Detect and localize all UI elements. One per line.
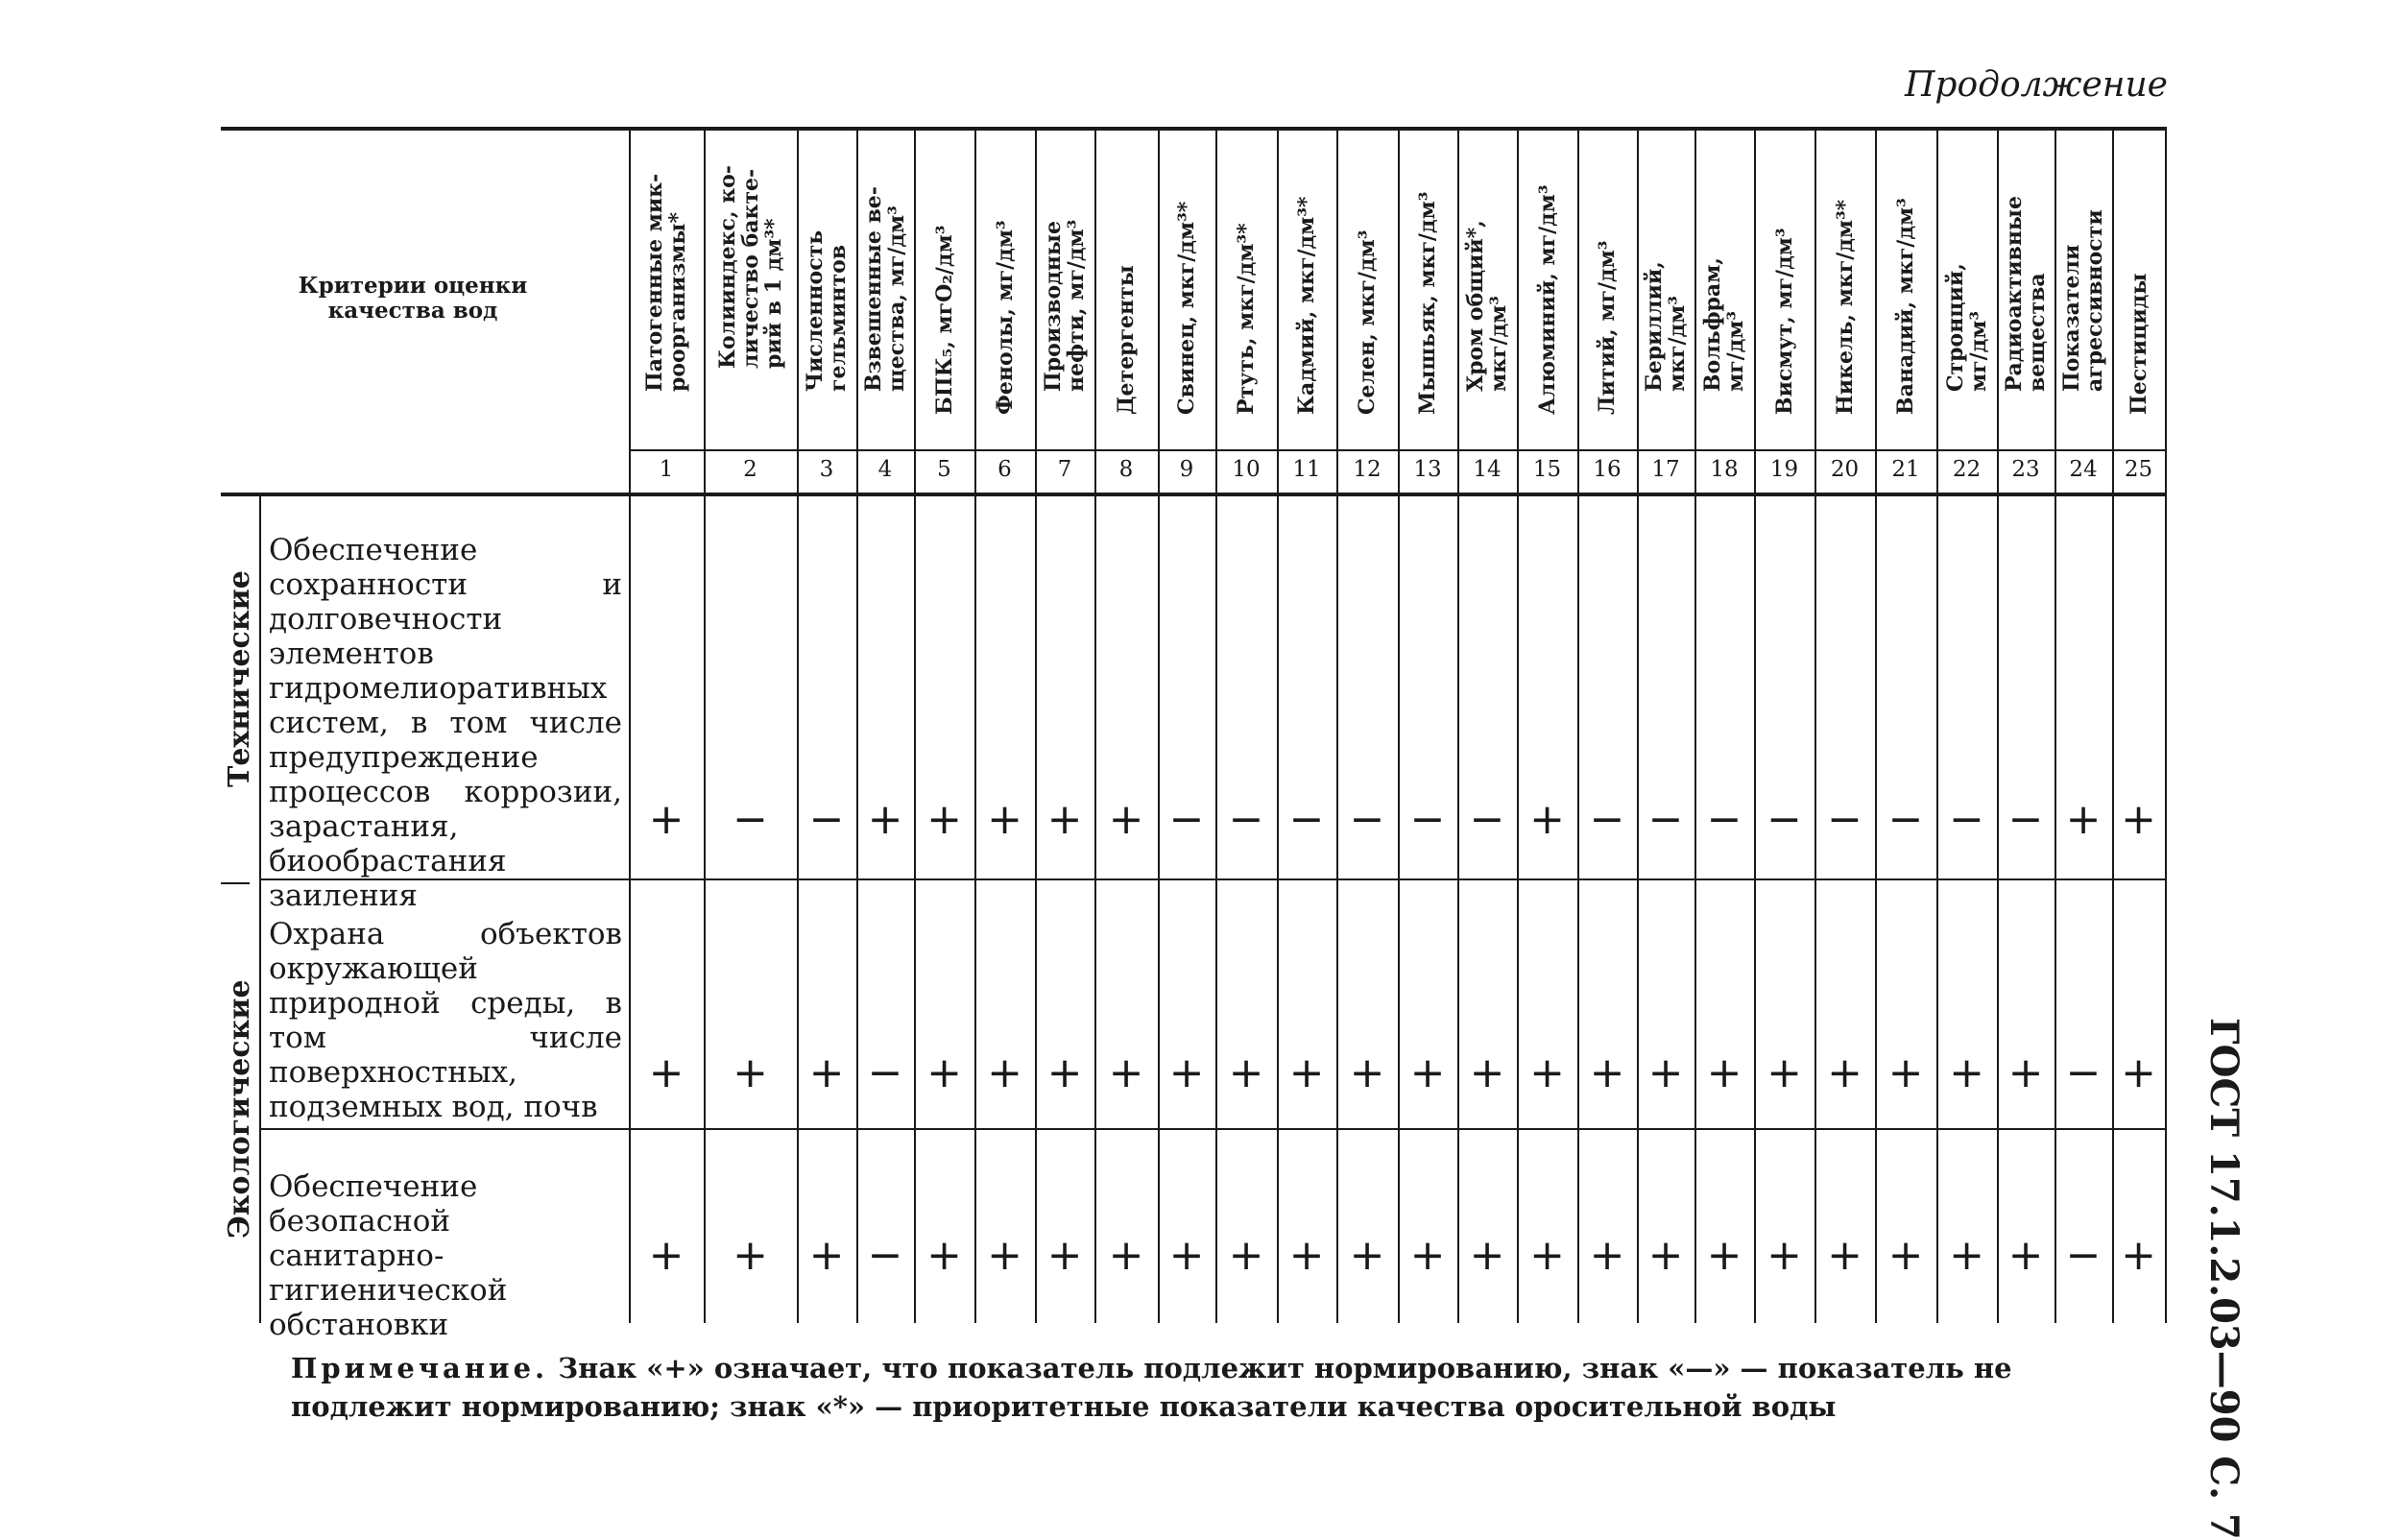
- column-divider: [1215, 127, 1217, 1323]
- column-number: 22: [1952, 457, 1982, 482]
- column-number: 4: [877, 457, 893, 482]
- cell-mark: +: [987, 795, 1022, 844]
- cell-mark: −: [2065, 1048, 2102, 1097]
- column-number: 23: [2011, 457, 2040, 482]
- cell-mark: +: [1589, 1231, 1625, 1280]
- criterion-text: Обеспечение безопасной санитарно-гигиенической обстановки: [269, 1169, 508, 1342]
- column-divider: [914, 127, 916, 1323]
- cell-mark: −: [1469, 795, 1505, 844]
- column-divider: [1158, 127, 1160, 1323]
- column-number: 16: [1593, 457, 1622, 482]
- column-header-label: Вольфрам, мг/дм³: [1700, 257, 1748, 392]
- cell-mark: +: [648, 1231, 685, 1280]
- number-row-rule: [221, 493, 2165, 496]
- column-divider: [2055, 127, 2056, 1323]
- column-header-label: Стронций, мг/дм³: [1942, 263, 1991, 392]
- cell-mark: +: [1887, 1048, 1924, 1097]
- cell-mark: −: [1827, 795, 1862, 844]
- cell-mark: −: [1647, 795, 1684, 844]
- column-divider: [974, 127, 976, 1323]
- column-divider: [1094, 127, 1096, 1323]
- cell-mark: −: [1706, 795, 1742, 844]
- cell-mark: −: [867, 1048, 903, 1097]
- group-divider: [221, 882, 250, 884]
- cell-mark: +: [1046, 795, 1083, 844]
- cell-mark: +: [1529, 1048, 1565, 1097]
- cell-mark: −: [2007, 795, 2044, 844]
- column-divider: [2165, 127, 2167, 1323]
- cell-mark: −: [1409, 795, 1446, 844]
- column-divider: [1035, 127, 1037, 1323]
- cell-mark: +: [1949, 1048, 1984, 1097]
- cell-mark: +: [1647, 1048, 1684, 1097]
- column-number: 17: [1651, 457, 1680, 482]
- cell-mark: +: [1589, 1048, 1625, 1097]
- column-header-label: БПК₅, мгО₂/дм³: [931, 225, 957, 415]
- footnote: [291, 1349, 2144, 1426]
- cell-mark: +: [1046, 1048, 1083, 1097]
- cell-mark: +: [1706, 1048, 1742, 1097]
- column-header-label: Патогенные мик- роорганизмы*: [642, 173, 690, 392]
- column-number: 18: [1710, 457, 1739, 482]
- column-number: 21: [1891, 457, 1920, 482]
- column-number: 15: [1532, 457, 1562, 482]
- column-number: 19: [1769, 457, 1799, 482]
- cell-mark: +: [1469, 1048, 1505, 1097]
- column-number: 25: [2124, 457, 2153, 482]
- cell-mark: −: [1766, 795, 1802, 844]
- column-number: 7: [1057, 457, 1072, 482]
- column-number: 13: [1413, 457, 1442, 482]
- column-divider: [1936, 127, 1938, 1323]
- column-divider: [856, 127, 858, 1323]
- cell-mark: +: [926, 795, 962, 844]
- cell-mark: −: [2065, 1231, 2102, 1280]
- cell-mark: +: [1766, 1048, 1802, 1097]
- column-header-label: Численность гельминтов: [803, 229, 851, 392]
- column-divider: [629, 127, 631, 1323]
- column-header-label: Висмут, мг/дм³: [1771, 228, 1797, 415]
- cell-mark: +: [1827, 1231, 1862, 1280]
- document-reference: ГОСТ 17.1.2.03—90 С. 7: [2201, 1018, 2247, 1540]
- top-rule: [221, 127, 2165, 131]
- cell-mark: +: [1887, 1231, 1924, 1280]
- column-header-label: Литий, мг/дм³: [1595, 240, 1620, 415]
- cell-mark: +: [2007, 1048, 2044, 1097]
- column-header-label: Алюминий, мг/дм³: [1534, 184, 1560, 415]
- cell-mark: −: [733, 795, 768, 844]
- header-bottom-rule: [629, 449, 2165, 451]
- column-header-label: Свинец, мкг/дм³*: [1174, 201, 1199, 415]
- column-header-label: Фенолы, мг/дм³: [992, 220, 1018, 415]
- column-number: 10: [1232, 457, 1261, 482]
- column-header-label: Взвешенные ве- щества, мг/дм³: [861, 186, 909, 392]
- column-header-label: Никель, мкг/дм³*: [1832, 199, 1858, 415]
- column-header-label: Производные нефти, мг/дм³: [1041, 219, 1089, 392]
- group-label-ecological: Экологические: [223, 979, 256, 1239]
- cell-mark: +: [2121, 795, 2156, 844]
- cell-mark: +: [808, 1048, 845, 1097]
- column-header-label: Колииндекс, ко- личество бакте- рий в 1 дм³*: [714, 165, 786, 369]
- column-number: 8: [1118, 457, 1134, 482]
- cell-mark: +: [1108, 795, 1144, 844]
- cell-mark: +: [2065, 795, 2102, 844]
- criterion-text: Обеспечение сохранности и долговечности элементов гидромелиоративных систем, в том числе предупреждение процессов коррозии, зарастания, биообрастания заиления: [269, 533, 622, 913]
- column-number: 14: [1473, 457, 1502, 482]
- cell-mark: +: [733, 1231, 768, 1280]
- column-divider: [1754, 127, 1756, 1323]
- column-divider: [1875, 127, 1877, 1323]
- column-divider: [1577, 127, 1579, 1323]
- column-header-label: Пестициды: [2126, 273, 2151, 415]
- cell-mark: +: [1529, 795, 1565, 844]
- cell-mark: +: [2121, 1048, 2156, 1097]
- cell-mark: +: [648, 795, 685, 844]
- cell-mark: +: [2121, 1231, 2156, 1280]
- column-header-label: Радиоактивные вещества: [2002, 196, 2050, 392]
- row2-bottom-rule: [259, 1128, 2165, 1130]
- column-divider: [1398, 127, 1400, 1323]
- cell-mark: +: [1288, 1231, 1325, 1280]
- corner-title: Критерии оценки качества вод: [298, 273, 528, 324]
- cell-mark: +: [867, 795, 903, 844]
- cell-mark: +: [1349, 1231, 1385, 1280]
- column-header-label: Ванадий, мкг/дм³: [1893, 198, 1918, 415]
- column-header-label: Детергенты: [1114, 265, 1139, 415]
- column-number: 24: [2069, 457, 2098, 482]
- column-header-label: Селен, мкг/дм³: [1355, 229, 1380, 415]
- column-divider: [1814, 127, 1816, 1323]
- cell-mark: +: [987, 1231, 1022, 1280]
- footnote-text: Знак «+» означает, что показатель подлежит нормированию, знак «—» — показатель не подлежит нормированию; знак «*» — приоритетные показатели качества оросительной воды: [291, 1352, 2012, 1423]
- cell-mark: +: [648, 1048, 685, 1097]
- cell-mark: +: [926, 1048, 962, 1097]
- cell-mark: +: [808, 1231, 845, 1280]
- column-header-label: Кадмий, мкг/дм³*: [1294, 196, 1319, 415]
- cell-mark: +: [1766, 1231, 1802, 1280]
- criterion-text: Охрана объектов окружающей природной среды, в том числе поверхностных, подземных вод, почв: [269, 917, 622, 1124]
- column-divider: [1694, 127, 1696, 1323]
- cell-mark: +: [1108, 1231, 1144, 1280]
- column-number: 2: [743, 457, 757, 482]
- column-divider: [704, 127, 706, 1323]
- cell-mark: +: [1469, 1231, 1505, 1280]
- cell-mark: −: [1949, 795, 1984, 844]
- continuation-label: Продолжение: [1905, 65, 2168, 105]
- column-divider: [1336, 127, 1338, 1323]
- column-number: 11: [1292, 457, 1321, 482]
- cell-mark: −: [1589, 795, 1625, 844]
- column-number: 3: [819, 457, 834, 482]
- column-header-label: Мышьяк, мкг/дм³: [1415, 191, 1440, 415]
- column-header-label: Бериллий, мкг/дм³: [1642, 261, 1690, 392]
- column-divider: [797, 127, 799, 1323]
- column-divider: [1997, 127, 1999, 1323]
- cell-mark: −: [1288, 795, 1325, 844]
- cell-mark: +: [1409, 1231, 1446, 1280]
- cell-mark: +: [1827, 1048, 1862, 1097]
- group-label-technical: Технические: [223, 570, 256, 787]
- column-header-label: Хром общий*, мкг/дм³: [1463, 220, 1511, 392]
- cell-mark: +: [1108, 1048, 1144, 1097]
- criteria-column-divider: [259, 493, 261, 1323]
- column-number: 9: [1179, 457, 1194, 482]
- cell-mark: +: [1647, 1231, 1684, 1280]
- cell-mark: +: [1409, 1048, 1446, 1097]
- column-header-label: Ртуть, мкг/дм³*: [1234, 223, 1259, 415]
- column-number: 12: [1353, 457, 1382, 482]
- column-divider: [1277, 127, 1279, 1323]
- cell-mark: +: [987, 1048, 1022, 1097]
- cell-mark: +: [1349, 1048, 1385, 1097]
- cell-mark: +: [1288, 1048, 1325, 1097]
- column-divider: [1637, 127, 1639, 1323]
- cell-mark: +: [1529, 1231, 1565, 1280]
- cell-mark: +: [926, 1231, 962, 1280]
- cell-mark: −: [1887, 795, 1924, 844]
- column-number: 5: [937, 457, 951, 482]
- column-divider: [1517, 127, 1519, 1323]
- cell-mark: −: [1228, 795, 1264, 844]
- cell-mark: +: [1228, 1048, 1264, 1097]
- cell-mark: −: [1349, 795, 1385, 844]
- footnote-lead: Примечание.: [291, 1352, 549, 1384]
- cell-mark: +: [1046, 1231, 1083, 1280]
- cell-mark: +: [2007, 1231, 2044, 1280]
- column-divider: [2112, 127, 2114, 1323]
- cell-mark: +: [1228, 1231, 1264, 1280]
- column-number: 6: [997, 457, 1012, 482]
- cell-mark: −: [1168, 795, 1205, 844]
- column-number: 20: [1830, 457, 1860, 482]
- cell-mark: +: [733, 1048, 768, 1097]
- cell-mark: +: [1168, 1231, 1205, 1280]
- cell-mark: +: [1706, 1231, 1742, 1280]
- column-header-label: Показатели агрессивности: [2059, 209, 2107, 392]
- column-number: 1: [659, 457, 674, 482]
- cell-mark: +: [1949, 1231, 1984, 1280]
- column-divider: [1457, 127, 1459, 1323]
- cell-mark: −: [808, 795, 845, 844]
- cell-mark: +: [1168, 1048, 1205, 1097]
- cell-mark: −: [867, 1231, 903, 1280]
